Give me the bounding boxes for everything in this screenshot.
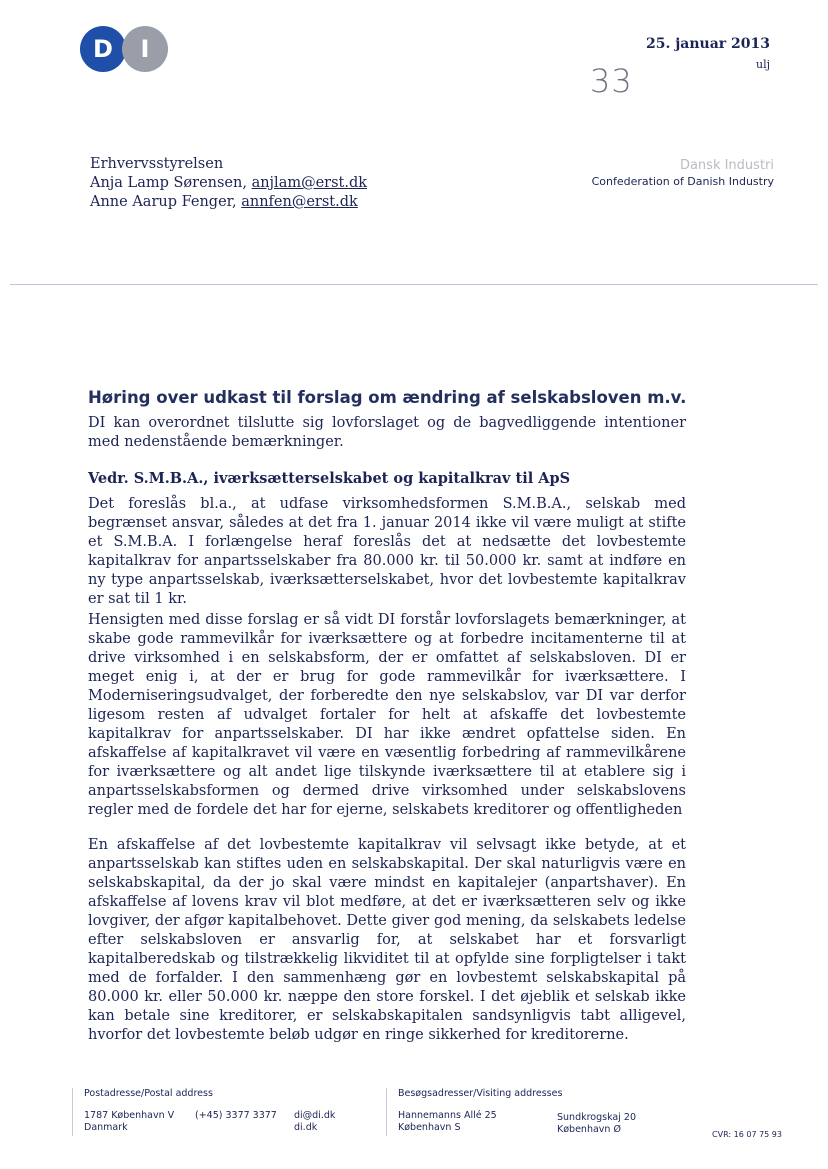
visiting-addresses — [398, 1088, 562, 1134]
di-logo — [80, 26, 170, 74]
footer-divider-left — [72, 1088, 73, 1136]
visit-address-1-line-1: Hannemanns Allé 25 — [398, 1110, 497, 1121]
recipient-contact-1-email[interactable]: anjlam@erst.dk — [251, 175, 368, 191]
postal-line-1: 1787 København V — [84, 1110, 175, 1121]
logo-i-circle: I — [122, 26, 168, 72]
org-name-english: Confederation of Danish Industry — [591, 175, 774, 188]
visiting-label: Besøgsadresser/Visiting addresses — [398, 1088, 563, 1099]
visit-address-2-line-1: Sundkrogskaj 20 — [557, 1112, 636, 1123]
contact-website[interactable]: di.dk — [294, 1122, 318, 1133]
recipient-organization: Erhvervsstyrelsen — [90, 156, 224, 172]
recipient-contact-1-name: Anja Lamp Sørensen, — [90, 175, 252, 191]
recipient-contact-2 — [90, 193, 367, 212]
recipient-block — [90, 155, 367, 212]
contact-web — [294, 1110, 335, 1134]
body-paragraph-2: Hensigten med disse forslag er så vidt DI forstår lovforslagets bemærkninger, at skabe gode rammevilkår for iværksættere og at forbedre incitamenterne til at drive virksomhed i en selskabsform, der er omfattet af selskabsloven. DI er meget enig i, at der er brug for gode rammevilkår for iværksættere. I Moderniseringsudvalget, der forberedte den nye selskabslov, var DI var derfor ligesom resten af udvalget fortaler for helt at afskaffe det lovbestemte kapitalkrav for anpartsselskaber. DI har ikke ændret opfattelse siden. En afskaffelse af kapitalkravet vil være en væsentlig forbedring af rammevilkårene for iværksættere og alt andet lige tilskynde iværksættere til at etablere sig i anpartsselskabsformen og dermed drive virksomhed under selskabslovens regler med de fordele det har for ejerne, selskabets kreditorer og offentligheden — [88, 612, 686, 818]
body-paragraph-3: En afskaffelse af det lovbestemte kapitalkrav vil selvsagt ikke betyde, at et anpartsselskab kan stiftes uden en selskabskapital. Der skal naturligvis være en selskabskapital, da der jo skal være mindst en kapitalejer (anpartshaver). En afskaffelse af lovens krav vil blot medføre, at det er iværksætteren selv og ikke lovgiver, der afgør kapitalbehovet. Dette giver god mening, da selskabets ledelse efter selskabsloven er ansvarlig for, at selskabet har et forsvarligt kapitalberedskab og tilstrækkelig likviditet til at opfylde sine forpligtelser i takt med de forfalder. I den sammenhæng gør en lovbestemt selskabskapital på 80.000 kr. eller 50.000 kr. næppe den store forskel. I det øjeblik et selskab ikke kan betale sine kreditorer, er selskabskapitalen sandsynligvis tabt alligevel, hvorfor det lovbestemte beløb udgør en ringe sikkerhed for kreditorerne. — [88, 837, 686, 1043]
letter-title: Høring over udkast til forslag om ændring af selskabsloven m.v. — [88, 388, 687, 407]
contact-email[interactable]: di@di.dk — [294, 1110, 336, 1121]
intro-paragraph: DI kan overordnet tilslutte sig lovforslaget og de bagvedliggende intentioner med nedenstående bemærkninger. — [88, 415, 686, 450]
visit-address-1-line-2: København S — [398, 1122, 461, 1133]
body-paragraph-1: Det foreslås bl.a., at udfase virksomhedsformen S.M.B.A., selskab med begrænset ansvar, således at det fra 1. januar 2014 ikke vil være muligt at stifte et S.M.B.A. I forlængelse heraf foreslås det at nedsætte det lovbestemte kapitalkrav for anpartsselskaber fra 80.000 kr. til 50.000 kr. samt at indføre en ny type anpartsselskab, iværksætterselskabet, hvor det lovbestemte kapitalkrav er sat til 1 kr. — [88, 496, 686, 607]
logo-d-circle: D — [80, 26, 126, 72]
postal-address — [84, 1088, 213, 1134]
section-heading: Vedr. S.M.B.A., iværksætterselskabet og kapitalkrav til ApS — [88, 470, 571, 487]
org-name: Dansk Industri — [679, 158, 774, 173]
header-divider — [10, 284, 818, 285]
recipient-contact-2-name: Anne Aarup Fenger, — [90, 194, 242, 210]
handwritten-note: 33 — [590, 62, 633, 100]
postal-line-2: Danmark — [84, 1122, 128, 1133]
recipient-contact-1 — [90, 174, 367, 193]
recipient-contact-2-email[interactable]: annfen@erst.dk — [241, 194, 358, 210]
author-initials: ulj — [755, 58, 770, 71]
letter-date: 25. januar 2013 — [645, 36, 770, 52]
phone-number: (+45) 3377 3377 — [195, 1110, 277, 1121]
visit-address-2 — [557, 1112, 636, 1136]
sender-organization — [592, 158, 774, 188]
visit-address-2-line-2: København Ø — [557, 1124, 621, 1135]
cvr-number: CVR: 16 07 75 93 — [712, 1130, 782, 1139]
footer-divider-right — [386, 1088, 387, 1136]
postal-label: Postadresse/Postal address — [84, 1088, 213, 1099]
